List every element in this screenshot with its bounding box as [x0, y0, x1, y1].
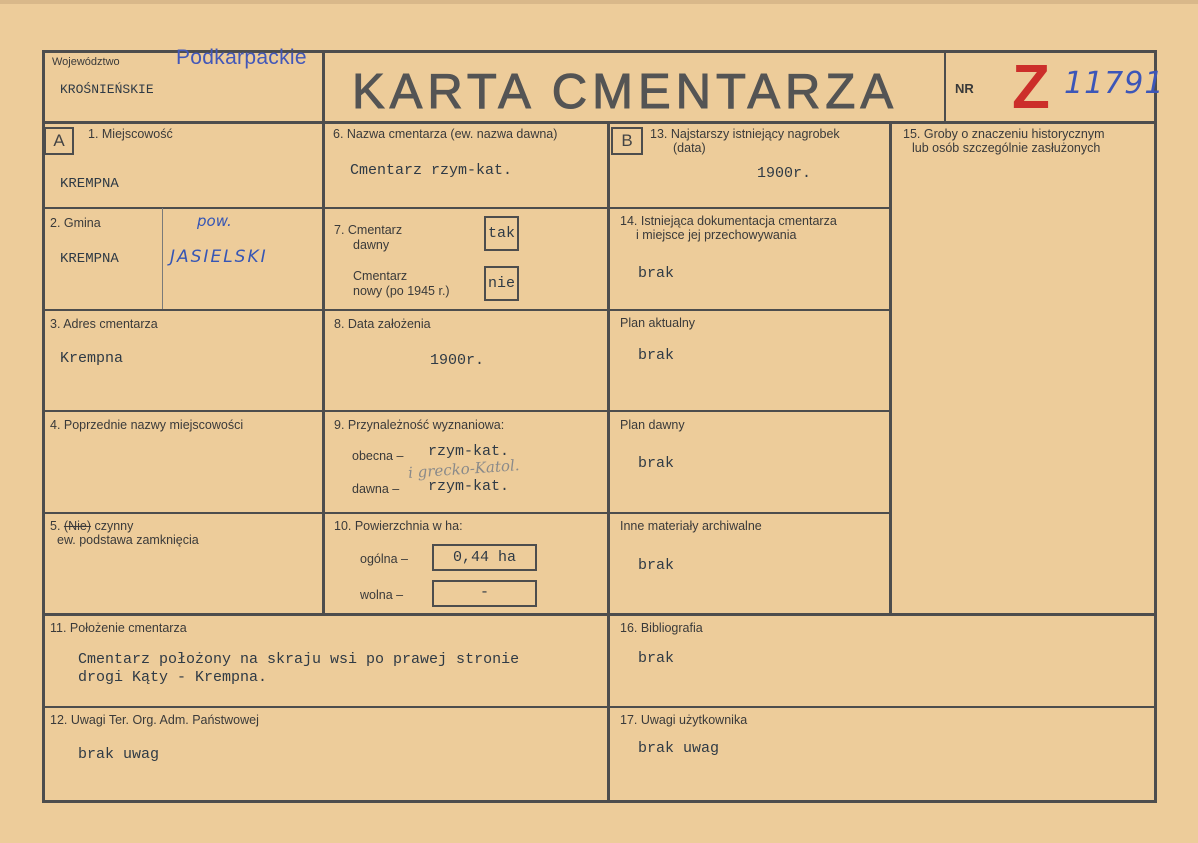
field-7-label-b2: nowy (po 1945 r.) — [353, 284, 450, 298]
field-9-obecna-value: rzym-kat. — [428, 443, 510, 460]
field-7-label-a: 7. Cmentarz — [334, 223, 403, 237]
field-6-value: Cmentarz rzym-kat. — [350, 162, 513, 179]
field-5-suffix: czynny — [91, 519, 134, 533]
region-stamp: Podkarpackie — [176, 46, 307, 69]
divider — [42, 613, 1157, 616]
field-1-value: KREMPNA — [60, 176, 119, 192]
section-a-box: A — [44, 127, 74, 155]
field-4-label: 4. Poprzednie nazwy miejscowości — [50, 418, 244, 432]
divider — [607, 121, 610, 803]
field-9-dawna-label: dawna – — [352, 482, 400, 496]
field-17-value: brak uwag — [638, 740, 720, 757]
field-2-value: KREMPNA — [60, 251, 119, 267]
field-7-value-a: tak — [484, 216, 519, 251]
field-11-label: 11. Położenie cmentarza — [50, 621, 187, 635]
card-title: KARTA CMENTARZA — [352, 65, 899, 119]
field-2-hand-value: JASIELSKI — [170, 247, 268, 267]
field-14-value: brak — [638, 265, 675, 282]
field-5-label — [50, 519, 133, 533]
section-b-box: B — [611, 127, 643, 155]
field-3-label: 3. Adres cmentarza — [50, 317, 158, 331]
field-10-wolna-value: - — [432, 580, 537, 607]
field-10-ogolna-value: 0,44 ha — [432, 544, 537, 571]
card-edge — [0, 0, 1198, 4]
plan-dawny-value: brak — [638, 455, 675, 472]
field-5-struck: (Nie) — [63, 519, 91, 533]
plan-dawny-label: Plan dawny — [620, 418, 685, 432]
divider — [42, 410, 890, 412]
field-12-value: brak uwag — [78, 746, 160, 763]
field-9-obecna-label: obecna – — [352, 449, 404, 463]
field-17-label: 17. Uwagi użytkownika — [620, 713, 748, 727]
field-14-label-2: i miejsce jej przechowywania — [636, 228, 797, 242]
plan-aktualny-label: Plan aktualny — [620, 316, 696, 330]
field-7-label-a2: dawny — [353, 238, 390, 252]
field-11-line2: drogi Kąty - Krempna. — [78, 669, 268, 686]
field-1-label: 1. Miejscowość — [88, 127, 173, 141]
field-10-wolna-label: wolna – — [360, 588, 404, 602]
field-11-line1: Cmentarz położony na skraju wsi po prawej stronie — [78, 651, 520, 668]
field-7-label-b: Cmentarz — [353, 269, 408, 283]
field-8-value: 1900r. — [430, 352, 485, 369]
field-13-label-2: (data) — [673, 141, 706, 155]
divider — [42, 512, 890, 514]
inne-label: Inne materiały archiwalne — [620, 519, 762, 533]
divider — [162, 208, 163, 309]
field-13-value: 1900r. — [757, 165, 812, 182]
inne-value: brak — [638, 557, 675, 574]
field-13-label-1: 13. Najstarszy istniejący nagrobek — [650, 127, 840, 141]
nr-number: 11791 — [1064, 66, 1165, 101]
wojewodztwo-label: Województwo — [52, 56, 120, 68]
field-14-label-1: 14. Istniejąca dokumentacja cmentarza — [620, 214, 837, 228]
nr-letter: Z — [1012, 53, 1050, 122]
field-7-value-b: nie — [484, 266, 519, 301]
field-2-label: 2. Gmina — [50, 216, 101, 230]
field-9-label: 9. Przynależność wyznaniowa: — [334, 418, 505, 432]
field-16-label: 16. Bibliografia — [620, 621, 703, 635]
divider — [42, 309, 890, 311]
field-12-label: 12. Uwagi Ter. Org. Adm. Państwowej — [50, 713, 259, 727]
field-8-label: 8. Data założenia — [334, 317, 431, 331]
field-5-label-line2: ew. podstawa zamknięcia — [57, 533, 199, 547]
field-9-pencil-note: i grecko-Katol. — [407, 456, 521, 482]
field-15-label-1: 15. Groby o znaczeniu historycznym — [903, 127, 1105, 141]
field-16-value: brak — [638, 650, 675, 667]
plan-aktualny-value: brak — [638, 347, 675, 364]
divider — [42, 207, 890, 209]
divider — [42, 706, 1157, 708]
wojewodztwo-value: KROŚNIEŃSKIE — [60, 82, 154, 97]
field-3-value: Krempna — [60, 350, 124, 367]
nr-label: NR — [955, 81, 974, 96]
divider — [889, 121, 892, 615]
field-10-ogolna-label: ogólna – — [360, 552, 408, 566]
field-2-hand-pow: pow. — [197, 212, 232, 230]
divider — [42, 121, 1157, 124]
field-9-dawna-value: rzym-kat. — [428, 478, 510, 495]
field-15-label-2: lub osób szczególnie zasłużonych — [912, 141, 1101, 155]
divider — [322, 50, 325, 614]
divider — [944, 50, 946, 122]
field-6-label: 6. Nazwa cmentarza (ew. nazwa dawna) — [333, 127, 558, 141]
field-10-label: 10. Powierzchnia w ha: — [334, 519, 463, 533]
field-5-prefix: 5. — [50, 519, 64, 533]
